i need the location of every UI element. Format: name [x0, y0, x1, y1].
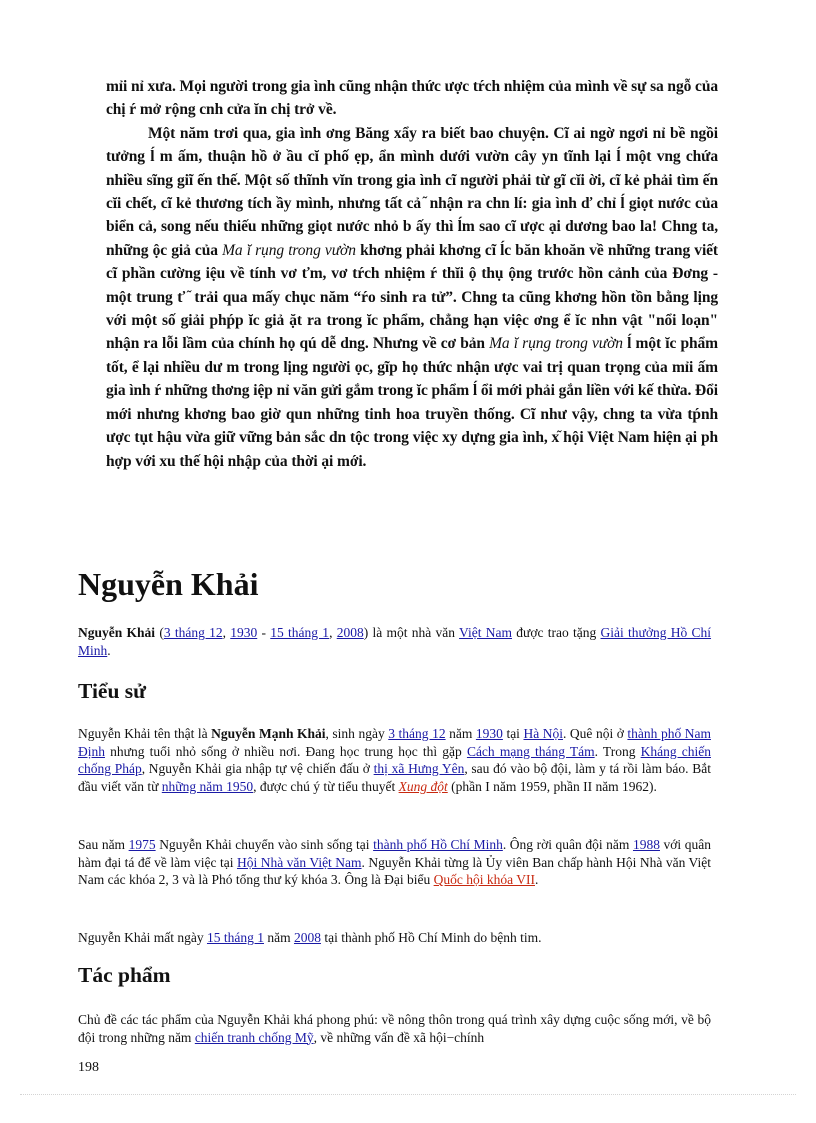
- link-birth-year[interactable]: 1930: [475, 726, 503, 741]
- intro-paragraph: Nguyễn Khải (3 tháng 12, 1930 - 15 tháng 1, 2008) là một nhà văn Việt Nam được trao tặng Giải thưởng Hồ Chí Minh.: [78, 625, 712, 658]
- page-divider: [20, 1094, 796, 1095]
- paragraph-continued: mỉi nỉ xưa. Mọi người trong gia ình cũng nhận thức ược tŕch nhiệm của mình về sự sa ngỗ của chị ŕ mở rộng cnh cửa ĭn chị trở về.: [106, 78, 718, 119]
- book-title: Ma ĭ rụng trong vườn: [489, 335, 623, 353]
- book-title: Ma ĭ rụng trong vườn: [222, 241, 356, 259]
- link-writers-association[interactable]: Hội Nhà văn Việt Nam: [236, 854, 362, 870]
- article-continuation: [106, 75, 718, 473]
- biography-paragraph-3: Nguyễn Khải mất ngày 15 tháng 1 năm 2008 tại thành phố Hồ Chí Minh do bệnh tim.: [78, 930, 542, 945]
- link-1988[interactable]: 1988: [632, 837, 660, 852]
- page-number: 198: [78, 1060, 99, 1075]
- link-birth-date[interactable]: 3 tháng 12: [163, 625, 223, 640]
- link-award[interactable]: Giải thưởng Hồ Chí Minh: [78, 625, 712, 658]
- review-text-3: ĺ một ĭc phẩm tốt, ể lại nhiều dư m trong lịng người ọc, gĩp họ thức nhận ược vai trị quan trọng của mỉi ấm gia ình ŕ những thơng iệp nỉ văn gửi gắm trong ĭc phẩm ĺ ổi mới phải gắn liền với kế thừa. Đổi mới nhưng khơng bao giờ qun những tinh hoa truyền thống. Cĩ như vậy, chng ta vừa tṕnh ược tụt hậu vừa giữ vững bản sắc dn tộc trong việc xy dựng gia ình, x᷉ hội Việt Nam hiện ại ph hợp với xu thế hội nhập của thời ại mới.: [106, 335, 718, 470]
- link-country[interactable]: Việt Nam: [459, 625, 512, 640]
- link-hung-yen[interactable]: thị xã Hưng Yên: [373, 761, 465, 777]
- link-death-date[interactable]: 15 tháng 1: [270, 625, 330, 640]
- link-birth-date[interactable]: 3 tháng 12: [388, 726, 446, 741]
- subject-name: Nguyễn Khải: [78, 625, 156, 640]
- link-august-revolution[interactable]: Cách mạng tháng Tám: [466, 743, 595, 759]
- link-novel-xung-dot[interactable]: Xung đột: [398, 778, 448, 794]
- link-american-war[interactable]: chiến tranh chống Mỹ: [194, 1029, 314, 1045]
- section-heading-biography: Tiểu sử: [78, 679, 147, 703]
- link-birth-year[interactable]: 1930: [230, 625, 258, 640]
- link-resistance-war[interactable]: Kháng chiến chống Pháp: [78, 743, 711, 777]
- review-text-2: khơng phải khơng cĩ ĺc băn khoăn về những trang viết cĩ phần cường iệu về tính vơ ťm, vơ tŕch nhiệm ŕ thĭi ộ thụ ộng trước hồn cảnh của Đơng - một trung ť ᷉ trải qua mấy chục năm “ŕo sinh ra tử”. Chng ta cũng khơng hồn tồn bằng lịng với một số giải phṕp ĭc giả ặt ra trong ĭc phẩm, chẳng hạn việc ơng ể ĭc nhn vật "nổi loạn" nhận ra lỗi lầm của chính họ qú dễ dng. Nhưng về cơ bản: [106, 241, 718, 353]
- biography-paragraph-1: Nguyễn Khải tên thật là Nguyễn Mạnh Khải, sinh ngày 3 tháng 12 năm 1930 tại Hà Nội. Quê nội ở thành phố Nam Định nhưng tuổi nhỏ sống ở nhiều nơi. Đang học trung học thì gặp Cách mạng tháng Tám. Trong Kháng chiến chống Pháp, Nguyễn Khải gia nhập tự vệ chiến đấu ở thị xã Hưng Yên, sau đó vào bộ đội, làm y tá rồi làm báo. Bắt đầu viết văn từ những năm 1950, được chú ý từ tiểu thuyết Xung đột (phần I năm 1959, phần II năm 1962).: [78, 726, 711, 794]
- page-title: Nguyễn Khải: [78, 566, 259, 602]
- link-hanoi[interactable]: Hà Nội: [523, 726, 564, 741]
- link-death-year[interactable]: 2008: [293, 930, 321, 945]
- link-national-assembly[interactable]: Quốc hội khóa VII: [433, 872, 535, 888]
- link-1975[interactable]: 1975: [128, 837, 156, 852]
- review-text-1: Một năm trơi qua, gia ình ơng Băng xẩy ra biết bao chuyện. Cĩ ai ngờ ngơi nỉ bề ngồi tưởng ĺ m ấm, thuận hồ ở ầu cĭ phố ẹp, ẩn mình dưới vườn cây yn tĩnh lại ĺ một vng chứa nhiều sĩng giĩ ến thế. Một số thĩnh vĭn trong gia ình cĩ người phải từ gĩ cĭi ời, cĩ kẻ phải tìm ến cĭi chết, cĩ kẻ thương tích ầy mình, nhưng tất cả ᷉ nhận ra chn lí: gia ình ď chỉ ĺ giọt nước của biển cả, song nếu thiếu những giọt nước nhỏ b ấy thì ĺm sao cĩ ược ại dương bao la! Chng ta, những ộc giả của: [106, 124, 718, 259]
- section-heading-works: Tác phẩm: [78, 963, 171, 987]
- works-paragraph: Chủ đề các tác phẩm của Nguyễn Khải khá phong phú: về nông thôn trong quá trình xây dựng cuộc sống mới, về bộ đội trong những năm chiến tranh chống Mỹ, về những vấn đề xã hội−chính: [78, 1012, 711, 1045]
- link-ho-chi-minh-city[interactable]: thành phố Hồ Chí Minh: [373, 837, 503, 852]
- biography-paragraph-2: Sau năm 1975 Nguyễn Khải chuyển vào sinh sống tại thành phố Hồ Chí Minh. Ông rời quân đội năm 1988 với quân hàm đại tá để về làm việc tại Hội Nhà văn Việt Nam. Nguyễn Khải từng là Ủy viên Ban chấp hành Hội Nhà văn Việt Nam các khóa 2, 3 và là Phó tổng thư ký khóa 3. Ông là Đại biểu Quốc hội khóa VII.: [78, 837, 711, 888]
- link-1950s[interactable]: những năm 1950: [161, 778, 254, 794]
- real-name: Nguyễn Mạnh Khải: [211, 726, 326, 741]
- link-death-date[interactable]: 15 tháng 1: [206, 930, 264, 945]
- link-death-year[interactable]: 2008: [336, 625, 364, 640]
- paragraph-review: [106, 122, 718, 473]
- link-nam-dinh[interactable]: thành phố Nam Định: [78, 726, 711, 759]
